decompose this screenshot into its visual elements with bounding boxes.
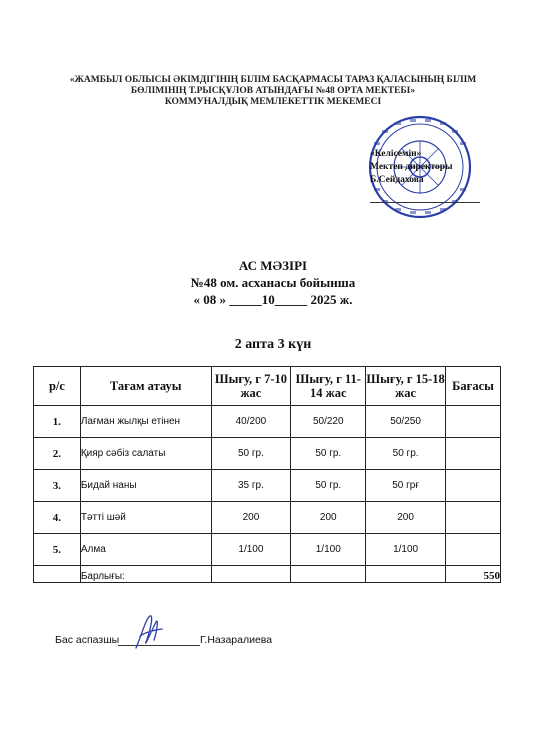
total-label: Барлығы: xyxy=(80,566,211,583)
total-empty-cell xyxy=(291,566,366,583)
dish-price xyxy=(446,470,501,502)
dish-price xyxy=(446,502,501,534)
dish-name: Алма xyxy=(80,534,211,566)
dish-price xyxy=(446,438,501,470)
dish-name: Тәтті шәй xyxy=(80,502,211,534)
portion-7-10: 40/200 xyxy=(211,406,291,438)
approval-title: «Келісемін» xyxy=(370,149,422,159)
header-age-11-14: Шығу, г 11-14 жас xyxy=(291,367,366,406)
dish-price xyxy=(446,534,501,566)
week-day: 2 апта 3 күн xyxy=(234,337,312,352)
portion-11-14: 50 гр. xyxy=(291,470,366,502)
total-row xyxy=(34,566,501,583)
row-num: 2. xyxy=(34,438,81,470)
approval-signature-line xyxy=(370,202,480,203)
total-empty-cell xyxy=(366,566,446,583)
portion-15-18: 1/100 xyxy=(366,534,446,566)
header-name: Тағам атауы xyxy=(80,367,211,406)
chef-label: Бас аспазшы xyxy=(55,634,120,646)
approval-block xyxy=(370,148,453,187)
org-header-line2: БӨЛІМІНІҢ Т.РЫСҚҰЛОВ АТЫНДАҒЫ №48 ОРТА МЕКТЕБІ» xyxy=(130,86,416,96)
portion-7-10: 200 xyxy=(211,502,291,534)
table-row xyxy=(34,534,501,566)
row-num: 3. xyxy=(34,470,81,502)
dish-price xyxy=(446,406,501,438)
dish-name: Қияр сәбіз салаты xyxy=(80,438,211,470)
portion-7-10: 35 гр. xyxy=(211,470,291,502)
org-header-line1: «ЖАМБЫЛ ОБЛЫСЫ ӘКІМДІГІНІҢ БІЛІМ БАСҚАРМАСЫ ТАРАЗ ҚАЛАСЫНЫҢ БІЛІМ xyxy=(69,75,477,85)
table-row xyxy=(34,438,501,470)
portion-11-14: 200 xyxy=(291,502,366,534)
dish-name: Бидай наны xyxy=(80,470,211,502)
table-row xyxy=(34,406,501,438)
approval-role: Мектеп директоры xyxy=(370,162,453,172)
dish-name: Лағман жылқы етінен xyxy=(80,406,211,438)
portion-15-18: 50/250 xyxy=(366,406,446,438)
row-num: 1. xyxy=(34,406,81,438)
menu-table xyxy=(33,366,501,583)
row-num: 5. xyxy=(34,534,81,566)
portion-15-18: 50 гр. xyxy=(366,438,446,470)
header-age-15-18: Шығу, г 15-18 жас xyxy=(366,367,446,406)
approval-name: Б.Сейдахова xyxy=(370,175,424,185)
portion-11-14: 50 гр. xyxy=(291,438,366,470)
total-empty-cell xyxy=(211,566,291,583)
portion-7-10: 1/100 xyxy=(211,534,291,566)
portion-11-14: 1/100 xyxy=(291,534,366,566)
header-age-7-10: Шығу, г 7-10 жас xyxy=(211,367,291,406)
org-header-line3: КОММУНАЛДЫҚ МЕМЛЕКЕТТІК МЕКЕМЕСІ xyxy=(164,97,382,107)
org-header xyxy=(0,75,546,108)
total-empty-cell xyxy=(34,566,81,583)
menu-title: АС МӘЗІРІ xyxy=(238,258,308,273)
row-num: 4. xyxy=(34,502,81,534)
table-row xyxy=(34,470,501,502)
canteen-subtitle: №48 ом. асханасы бойынша xyxy=(190,275,356,290)
chef-name: Г.Назаралиева xyxy=(200,634,273,646)
table-header-row xyxy=(34,367,501,406)
portion-15-18: 200 xyxy=(366,502,446,534)
portion-11-14: 50/220 xyxy=(291,406,366,438)
header-price: Бағасы xyxy=(446,367,501,406)
menu-date: « 08 » _____10_____ 2025 ж. xyxy=(193,292,353,307)
total-value: 550 xyxy=(446,566,501,583)
table-row xyxy=(34,502,501,534)
handwritten-signature-icon xyxy=(128,612,168,652)
header-num: р/с xyxy=(34,367,81,406)
portion-15-18: 50 грғ xyxy=(366,470,446,502)
portion-7-10: 50 гр. xyxy=(211,438,291,470)
